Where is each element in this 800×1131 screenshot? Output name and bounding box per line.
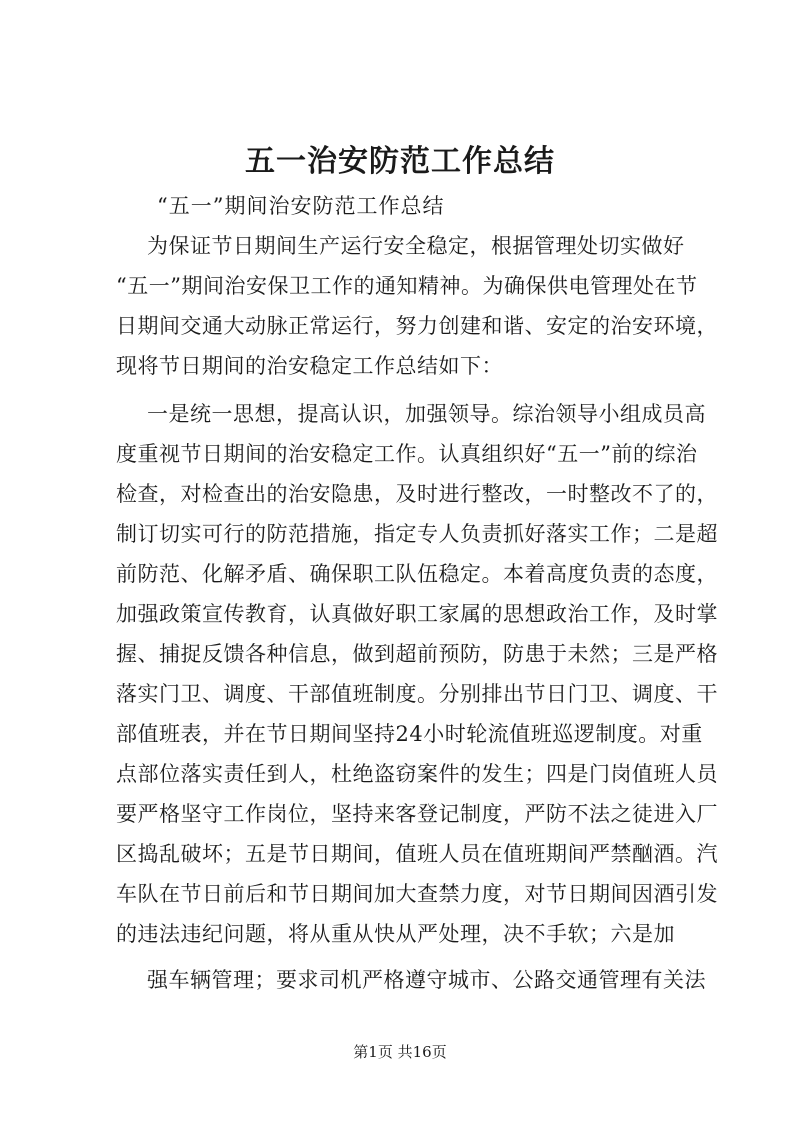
body-line: 落实门卫、调度、干部值班制度。分别排出节日门卫、调度、干 [116, 682, 718, 706]
body-line: 检查，对检查出的治安隐患，及时进行整改，一时整改不了的， [116, 482, 718, 506]
body-line: 度重视节日期间的治安稳定工作。认真组织好“五一”前的综治 [116, 442, 698, 466]
body-line: 部值班表，并在节日期间坚持24小时轮流值班巡逻制度。对重 [116, 722, 703, 746]
body-line: 加强政策宣传教育，认真做好职工家属的思想政治工作，及时掌 [116, 602, 718, 626]
body-line: “五一”期间治安保卫工作的通知精神。为确保供电管理处在节 [116, 274, 698, 298]
body-line: 的违法违纪问题，将从重从快从严处理，决不手软；六是加 [116, 922, 675, 946]
body-line: 为保证节日期间生产运行安全稳定，根据管理处切实做好 [147, 234, 685, 258]
body-line: 强车辆管理；要求司机严格遵守城市、公路交通管理有关法 [147, 968, 706, 992]
body-line: 车队在节日前后和节日期间加大查禁力度，对节日期间因酒引发 [116, 882, 718, 906]
body-line: 一是统一思想，提高认识，加强领导。综治领导小组成员高 [147, 402, 706, 426]
body-line: 握、捕捉反馈各种信息，做到超前预防，防患于未然；三是严格 [116, 642, 718, 666]
body-line: 要严格坚守工作岗位，坚持来客登记制度，严防不法之徒进入厂 [116, 802, 718, 826]
body-line: 点部位落实责任到人，杜绝盗窃案件的发生；四是门岗值班人员 [116, 762, 718, 786]
body-line: 日期间交通大动脉正常运行，努力创建和谐、安定的治安环境， [116, 314, 718, 338]
body-line: 前防范、化解矛盾、确保职工队伍稳定。本着高度负责的态度， [116, 562, 718, 586]
document-title: 五一治安防范工作总结 [245, 144, 555, 179]
document-subtitle: “五一”期间治安防范工作总结 [157, 194, 445, 218]
body-line: 制订切实可行的防范措施，指定专人负责抓好落实工作；二是超 [116, 522, 718, 546]
body-line: 现将节日期间的治安稳定工作总结如下： [116, 354, 503, 378]
page-number: 第1页 共16页 [353, 1043, 447, 1061]
body-line: 区捣乱破坏；五是节日期间，值班人员在值班期间严禁酗酒。汽 [116, 842, 718, 866]
